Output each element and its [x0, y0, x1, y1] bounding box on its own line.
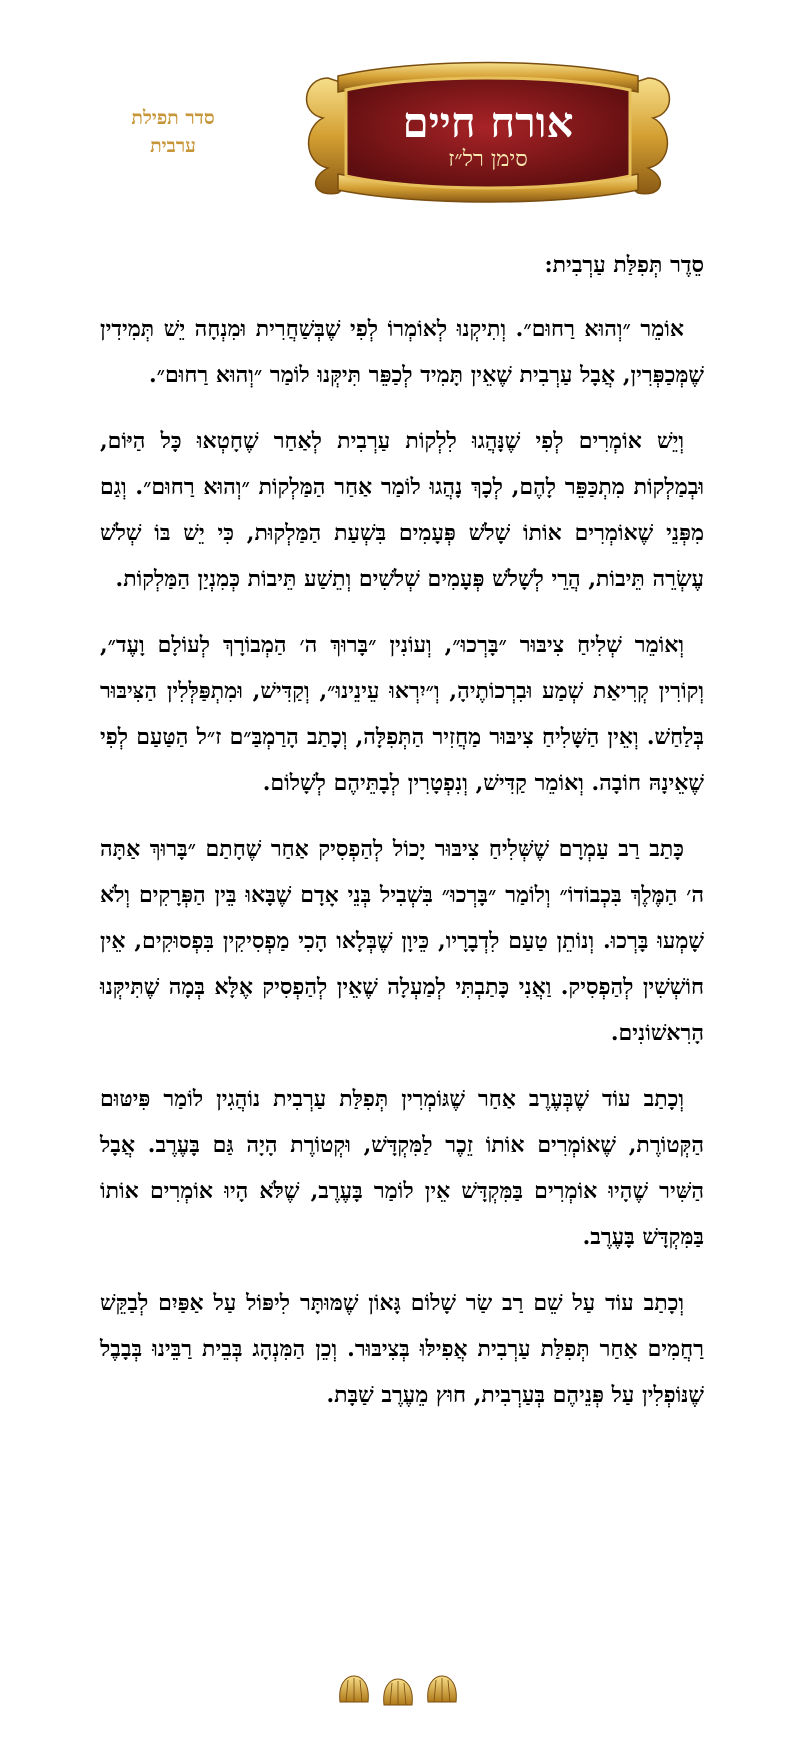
footer-ornament — [330, 1670, 470, 1710]
main-content — [100, 242, 704, 1438]
side-label-line1: סדר תפילת — [131, 107, 215, 129]
page-header — [0, 0, 800, 220]
paragraph: וְאוֹמֵר שְׁלִיחַ צִיבּוּר ״בָּרְכוּ״, וְעוֹנִין ״בָּרוּךְ ה׳ הַמְבוֹרָךְ לְעוֹלָם וָעֶד״, וְקוֹרִין קְרִיאַת שְׁמַע וּבִרְכוֹתֶיהָ, וְ״יִרְאוּ עֵינֵינוּ״, וְקַדִּישׁ, וּמִתְפַּלְּלִין הַצִּיבּוּר בְּלַחַשׁ. וְאֵין הַשָּׁלִיחַ צִיבּוּר מַחֲזִיר הַתְּפִלָּה, וְכָתַב הָרַמְבַּ״ם ז״ל הַטַּעַם לְפִי שֶׁאֵינָהּ חוֹבָה. וְאוֹמֵר קַדִּישׁ, וְנִפְטָרִין לְבָתֵּיהֶם לְשָׁלוֹם. — [100, 632, 704, 796]
title-banner — [298, 58, 678, 208]
shell-icon — [428, 1676, 457, 1702]
banner-title: אורח חיים — [402, 98, 574, 147]
paragraph: וְכָתַב עוֹד שֶׁבְּעֶרֶב אַחַר שֶׁגּוֹמְרִין תְּפִלַּת עַרְבִית נוֹהֲגִין לוֹמַר פִּיטּוּם הַקְּטוֹרֶת, שֶׁאוֹמְרִים אוֹתוֹ זֵכֶר לַמִּקְדָּשׁ, וּקְטוֹרֶת הָיָה גַּם בָּעֶרֶב. אֲבָל הַשִּׁיר שֶׁהָיוּ אוֹמְרִים בַּמִּקְדָּשׁ אֵין לוֹמַר בָּעֶרֶב, שֶׁלֹּא הָיוּ אוֹמְרִים אוֹתוֹ בַּמִּקְדָּשׁ בָּעֶרֶב. — [100, 1086, 704, 1250]
side-label-line2: ערבית — [150, 135, 196, 157]
shell-icon — [384, 1679, 413, 1705]
paragraph: וְכָתַב עוֹד עַל שֵׁם רַב שַׂר שָׁלוֹם גָּאוֹן שֶׁמּוּתָּר לִיפּוֹל עַל אַפַּיִם לְבַקֵּשׁ רַחֲמִים אַחַר תְּפִלַּת עַרְבִית אֲפִילּוּ בְּצִיבּוּר. וְכֵן הַמִּנְהָג בְּבֵית רַבֵּינוּ בְּבָבֶל שֶׁנּוֹפְלִין עַל פְּנֵיהֶם בְּעַרְבִית, חוּץ מֵעֶרֶב שַׁבָּת. — [100, 1290, 704, 1408]
paragraph: וְיֵשׁ אוֹמְרִים לְפִי שֶׁנָּהֲגוּ לִלְקוֹת עַרְבִית לְאַחַר שֶׁחָטְאוּ כָּל הַיּוֹם, וּבְמַלְקוֹת מִתְכַּפֵּר לָהֶם, לְכָךְ נָהֲגוּ לוֹמַר אַחַר הַמַּלְקוֹת ״וְהוּא רַחוּם״. וְגַם מִפְּנֵי שֶׁאוֹמְרִים אוֹתוֹ שָׁלֹשׁ פְּעָמִים בִּשְׁעַת הַמַּלְקוּת, כִּי יֵשׁ בּוֹ שְׁלֹשׁ עֶשְׂרֵה תֵּיבוֹת, הֲרֵי לְשָׁלֹשׁ פְּעָמִים שְׁלֹשִׁים וְתֵשַׁע תֵּיבוֹת כְּמִנְיַן הַמַּלְקוֹת. — [100, 428, 704, 592]
section-side-label — [108, 104, 238, 160]
section-title: סֵדֶר תְּפִלַּת עַרְבִית: — [544, 252, 704, 278]
banner-subtitle: סימן רל״ז — [448, 147, 528, 172]
paragraph: כָּתַב רַב עַמְרָם שֶׁשְּׁלִיחַ צִיבּוּר יָכוֹל לְהַפְסִיק אַחַר שֶׁחָתַם ״בָּרוּךְ אַתָּה ה׳ הַמֶּלֶךְ בִּכְבוֹדוֹ״ וְלוֹמַר ״בָּרְכוּ״ בִּשְׁבִיל בְּנֵי אָדָם שֶׁבָּאוּ בֵּין הַפְּרָקִים וְלֹא שָׁמְעוּ בָּרְכוּ. וְנוֹתֵן טַעַם לִדְבָרָיו, כֵּיוָן שֶׁבְּלָאו הָכִי מַפְסִיקִין בִּפְסוּקִים, אֵין חוֹשְׁשִׁין לְהַפְסִיק. וַאֲנִי כָּתַבְתִּי לְמַעְלָה שֶׁאֵין לְהַפְסִיק אֶלָּא בְּמָה שֶׁתִּיקְּנוּ הָרִאשׁוֹנִים. — [100, 836, 704, 1046]
paragraph: אוֹמֵר ״וְהוּא רַחוּם״. וְתִיקְנוּ לְאוֹמְרוֹ לְפִי שֶׁבְּשַׁחֲרִית וּמִנְחָה יֵשׁ תְּמִידִין שֶׁמְּכַפְּרִין, אֲבָל עַרְבִית שֶׁאֵין תָּמִיד לְכַפֵּר תִּיקְּנוּ לוֹמַר ״וְהוּא רַחוּם״. — [100, 316, 704, 388]
shell-icon — [340, 1676, 369, 1702]
